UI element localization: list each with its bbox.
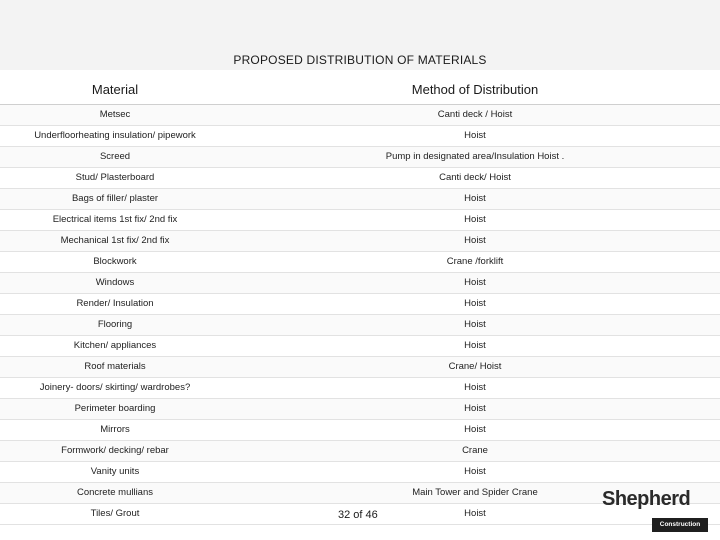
method-cell: Hoist xyxy=(464,340,486,351)
logo-subtext: Construction xyxy=(652,518,708,532)
table-row xyxy=(0,420,720,441)
material-cell: Electrical items 1st fix/ 2nd fix xyxy=(52,214,178,225)
material-cell: Perimeter boarding xyxy=(74,403,156,414)
page-title: PROPOSED DISTRIBUTION OF MATERIALS xyxy=(233,53,487,67)
table-row xyxy=(0,441,720,462)
material-cell: Joinery- doors/ skirting/ wardrobes? xyxy=(39,382,191,393)
method-cell: Hoist xyxy=(464,235,486,246)
method-cell: Canti deck/ Hoist xyxy=(439,172,511,183)
table-row xyxy=(0,168,720,189)
column-header-material: Material xyxy=(91,82,139,97)
method-cell: Crane /forklift xyxy=(446,256,504,267)
table-row xyxy=(0,378,720,399)
material-cell: Concrete mullians xyxy=(76,487,154,498)
table-row xyxy=(0,294,720,315)
method-cell: Hoist xyxy=(464,214,486,225)
table-row xyxy=(0,336,720,357)
method-cell: Hoist xyxy=(464,130,486,141)
table-row xyxy=(0,462,720,483)
material-cell: Bags of filler/ plaster xyxy=(71,193,159,204)
distribution-table xyxy=(0,76,720,525)
table-row xyxy=(0,252,720,273)
material-cell: Render/ Insulation xyxy=(76,298,154,309)
table-row xyxy=(0,273,720,294)
method-cell: Crane/ Hoist xyxy=(448,361,502,372)
method-cell: Hoist xyxy=(464,508,486,519)
method-cell: Crane xyxy=(462,445,488,456)
material-cell: Mechanical 1st fix/ 2nd fix xyxy=(60,235,170,246)
method-cell: Hoist xyxy=(464,193,486,204)
table-row xyxy=(0,399,720,420)
material-cell: Mirrors xyxy=(100,424,130,435)
method-cell: Pump in designated area/Insulation Hoist . xyxy=(385,151,565,162)
page-number: 32 of 46 xyxy=(338,509,378,521)
method-cell: Hoist xyxy=(464,382,486,393)
method-cell: Canti deck / Hoist xyxy=(437,109,513,120)
column-header-method: Method of Distribution xyxy=(411,82,539,97)
method-cell: Hoist xyxy=(464,403,486,414)
table-row xyxy=(0,315,720,336)
method-cell: Hoist xyxy=(464,298,486,309)
logo-wordmark: Shepherd xyxy=(602,488,691,510)
method-cell: Hoist xyxy=(464,277,486,288)
method-cell: Main Tower and Spider Crane xyxy=(412,487,538,498)
table-row xyxy=(0,147,720,168)
table-row xyxy=(0,210,720,231)
material-cell: Windows xyxy=(95,277,135,288)
table-header xyxy=(0,76,720,105)
material-cell: Roof materials xyxy=(84,361,146,372)
material-cell: Underfloorheating insulation/ pipework xyxy=(34,130,196,141)
table-row xyxy=(0,357,720,378)
method-cell: Hoist xyxy=(464,424,486,435)
material-cell: Metsec xyxy=(99,109,131,120)
material-cell: Blockwork xyxy=(93,256,137,267)
material-cell: Vanity units xyxy=(90,466,140,477)
method-cell: Hoist xyxy=(464,466,486,477)
table-row xyxy=(0,105,720,126)
table-row xyxy=(0,126,720,147)
material-cell: Formwork/ decking/ rebar xyxy=(61,445,169,456)
shepherd-logo xyxy=(598,488,710,536)
material-cell: Kitchen/ appliances xyxy=(73,340,157,351)
table-row xyxy=(0,189,720,210)
material-cell: Screed xyxy=(99,151,131,162)
table-body xyxy=(0,105,720,525)
method-cell: Hoist xyxy=(464,319,486,330)
material-cell: Tiles/ Grout xyxy=(90,508,140,519)
material-cell: Stud/ Plasterboard xyxy=(75,172,155,183)
material-cell: Flooring xyxy=(97,319,133,330)
table-row xyxy=(0,231,720,252)
